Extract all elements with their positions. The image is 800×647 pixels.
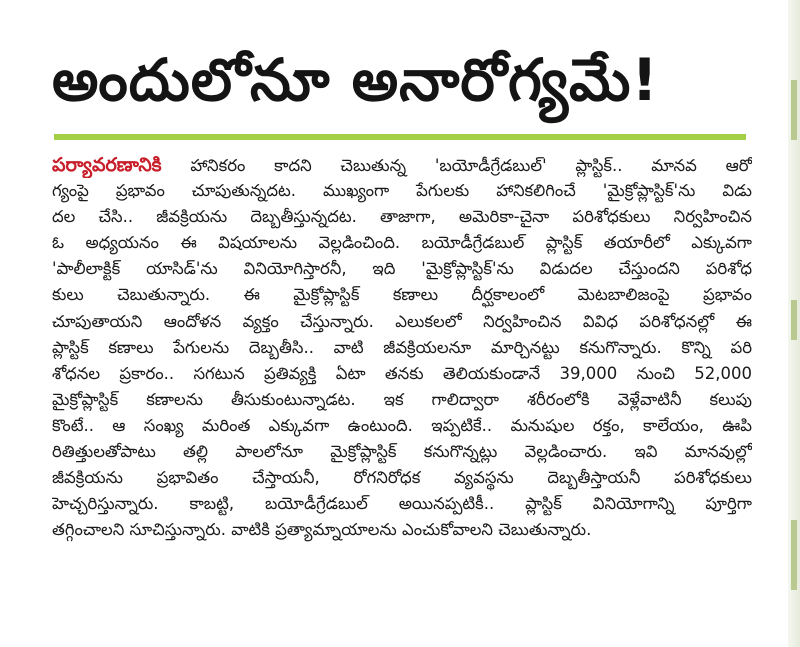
adjacent-page-edge	[788, 0, 800, 647]
article-line-9: శోధనల ప్రకారం.. సగటున ప్రతివ్యక్తి ఏటా తనకు తెలియకుండానే 39,000 నుంచి 52,000	[52, 363, 752, 383]
article-line-15: తగ్గించాలని సూచిస్తున్నారు. వాటికి ప్రత్యామ్నాయాలను ఎంచుకోవాలని చెబుతున్నారు.	[52, 520, 592, 540]
article-line-12: రితిత్తులతోపాటు తల్లి పాలలోనూ మైక్రోప్లాస్టిక్ కనుగొన్నట్లు వెల్లడించారు. ఇవి మానవుల్లో	[52, 442, 752, 462]
article-line-8: ప్లాస్టిక్ కణాలు పేగులను దెబ్బతీసి.. వాటి జీవక్రియలనూ మార్చినట్టు కనుగొన్నారు. కొన్ని పరి	[52, 337, 752, 357]
article-line-7: చూపుతాయని ఆందోళన వ్యక్తం చేస్తున్నారు. ఎలుకలలో నిర్వహించిన వివిధ పరిశోధనల్లో ఈ	[52, 311, 752, 331]
article-body	[52, 152, 752, 543]
article-line-2: గ్యంపై ప్రభావం చూపుతున్నదట. ముఖ్యంగా పేగులకు హానికలిగించే 'మైక్రోప్లాస్టిక్'ను విడు	[52, 181, 752, 201]
article-line-13: జీవక్రియను ప్రభావితం చేస్తాయనీ, రోగనిరోధక వ్యవస్థను దెబ్బతీస్తాయనీ పరిశోధకులు	[52, 468, 752, 488]
article-line-6: కులు చెబుతున్నారు. ఈ మైక్రోప్లాస్టిక్ కణాలు దీర్ఘకాలంలో మెటబాలిజంపై ప్రభావం	[52, 285, 752, 305]
headline: అందులోనూ అనారోగ్యమే!	[52, 46, 659, 114]
headline-divider	[54, 134, 746, 140]
lead-word: పర్యావరణానికి	[52, 154, 162, 176]
article-line-10: మైక్రోప్లాస్టిక్ కణాలను తీసుకుంటున్నాడట. ఇక గాలిద్వారా శరీరంలోకి వెళ్లేవాటినీ కలుపు	[52, 389, 752, 409]
article-line-1	[52, 152, 752, 178]
article-line-11: కొంటే.. ఆ సంఖ్య మరింత ఎక్కువగా ఉంటుంది. ఇప్పటికే.. మనుషుల రక్తం, కాలేయం, ఊపి	[52, 415, 752, 435]
article-line-14: హెచ్చరిస్తున్నారు. కాబట్టి, బయోడీగ్రేడబుల్ అయినప్పటికీ.. ప్లాస్టిక్ వినియోగాన్ని పూర్తిగా	[52, 494, 752, 514]
article-line-1-text: హానికరం కాదని చెబుతున్న 'బయోడీగ్రేడబుల్' ప్లాస్టిక్.. మానవ ఆరో	[190, 156, 752, 175]
article-line-4: ఓ అధ్యయనం ఈ విషయాలను వెల్లడించింది. బయోడీగ్రేడబుల్ ప్లాస్టిక్ తయారీలో ఎక్కువగా	[52, 233, 752, 253]
article-line-5: 'పాలీలాక్టిక్ యాసిడ్'ను వినియోగిస్తారనీ, ఇది 'మైక్రోప్లాస్టిక్'ను విడుదల చేస్తుందని పరిశోధ	[52, 259, 752, 279]
article-line-3: దల చేసి.. జీవక్రియను దెబ్బతీస్తున్నదట. తాజాగా, అమెరికా-చైనా పరిశోధకులు నిర్వహించిన	[52, 207, 752, 227]
